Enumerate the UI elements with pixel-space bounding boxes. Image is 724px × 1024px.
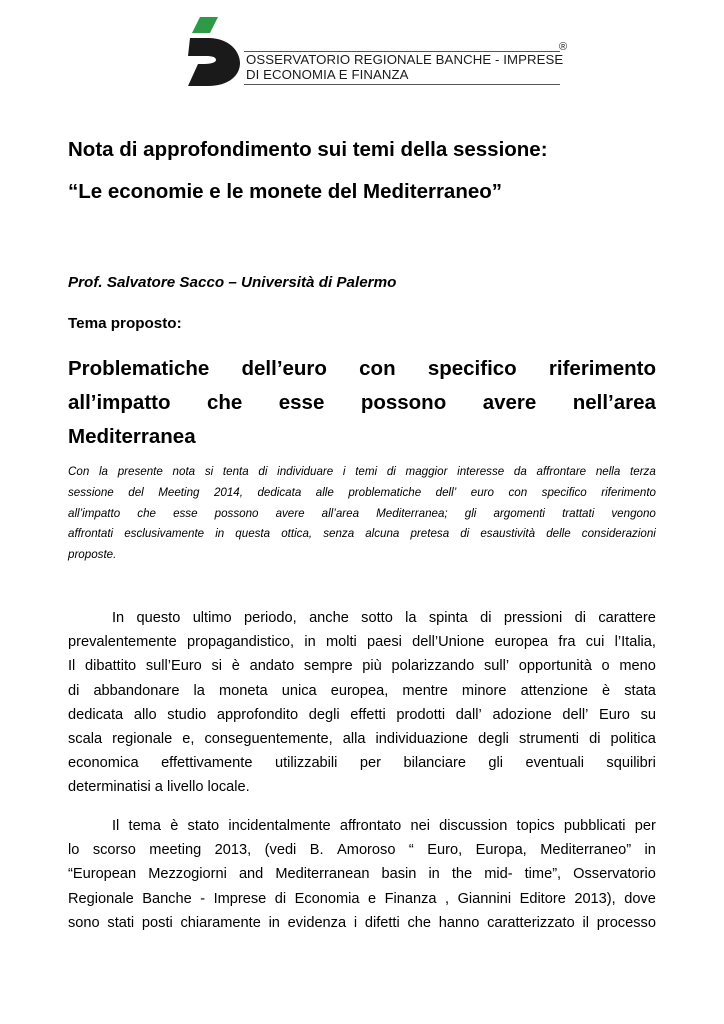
abstract (68, 462, 656, 566)
author: Prof. Salvatore Sacco – Università di Palermo (68, 274, 397, 291)
topic-line (68, 420, 656, 454)
paragraph-1-line: di abbandonare la moneta unica europea, mentre minore attenzione è stata (68, 682, 656, 699)
topic-word: che (206, 391, 243, 414)
topic-word: Problematiche (68, 357, 210, 380)
logo-line-1: OSSERVATORIO REGIONALE BANCHE - IMPRESE (246, 52, 564, 67)
topic-word: esse (278, 391, 325, 414)
abstract-line: affrontati esclusivamente in questa ottica, senza alcuna pretesa di esaustività delle considerazioni (68, 527, 656, 541)
paragraph-2-line: Regionale Banche - Imprese di Economia e Finanza , Giannini Editore 2013), dove (68, 890, 656, 907)
registered-mark: ® (559, 41, 568, 53)
paragraph-1-line: prevalentemente propagandistico, in molti paesi dell’Unione europea fra cui l’Italia, (68, 634, 656, 651)
topic-line (68, 352, 656, 386)
logo-bottom-rule (244, 84, 560, 85)
topic-word: Mediterranea (68, 425, 196, 448)
topic-word: avere (482, 391, 537, 414)
topic-word: all’impatto (68, 391, 171, 414)
paragraph-2 (68, 814, 656, 935)
topic-word: specifico (427, 357, 517, 380)
paragraph-1-line: determinatisi a livello locale. (68, 779, 250, 796)
abstract-line: proposte. (68, 548, 117, 562)
topic-heading (68, 352, 656, 454)
paragraph-2-line: lo scorso meeting 2013, (vedi B. Amoroso “ Euro, Europa, Mediterraneo” in (68, 842, 656, 859)
title-line-1: Nota di approfondimento sui temi della sessione: (68, 138, 548, 161)
topic-word: con (359, 357, 396, 380)
paragraph-1 (68, 606, 656, 800)
abstract-line: all’impatto che esse possono avere all’area Mediterranea; gli argomenti trattati vengono (68, 506, 656, 520)
paragraph-2-line: “European Mezzogiorni and Mediterranean basin in the mid- time”, Osservatorio (68, 866, 656, 883)
logo (186, 16, 576, 88)
paragraph-1-line: scala regionale e, conseguentemente, alla individuazione degli strumenti di politica (68, 731, 656, 748)
abstract-line: Con la presente nota si tenta di individuare i temi di maggior interesse da affrontare nella terza (68, 465, 656, 478)
tema-label: Tema proposto: (68, 315, 182, 332)
paragraph-1-line: dedicata allo studio approfondito degli effetti prodotti dall’ adozione dell’ Euro su (68, 706, 656, 723)
topic-word: riferimento (548, 357, 656, 380)
topic-word: dell’euro (241, 357, 327, 380)
topic-word: nell’area (572, 391, 656, 414)
paragraph-2-line: sono stati posti chiaramente in evidenza i difetti che hanno caratterizzato il processo (68, 914, 656, 931)
logo-line-2: DI ECONOMIA E FINANZA (246, 66, 409, 82)
paragraph-1-line: In questo ultimo periodo, anche sotto la spinta di pressioni di carattere (112, 610, 656, 626)
logo-text (246, 53, 563, 82)
obi-logo-mark-icon (186, 16, 246, 88)
abstract-line: sessione del Meeting 2014, dedicata alle problematiche dell’ euro con specifico riferimento (68, 485, 656, 499)
topic-line (68, 386, 656, 420)
title-line-2: “Le economie e le monete del Mediterraneo” (68, 180, 503, 203)
topic-word: possono (360, 391, 447, 414)
paragraph-2-line: Il tema è stato incidentalmente affrontato nei discussion topics pubblicati per (112, 818, 656, 834)
paragraph-1-line: Il dibattito sull’Euro si è andato sempre più polarizzando sull’ opportunità o meno (68, 658, 656, 675)
paragraph-1-line: economica effettivamente utilizzabili per bilanciare gli eventuali squilibri (68, 755, 656, 772)
